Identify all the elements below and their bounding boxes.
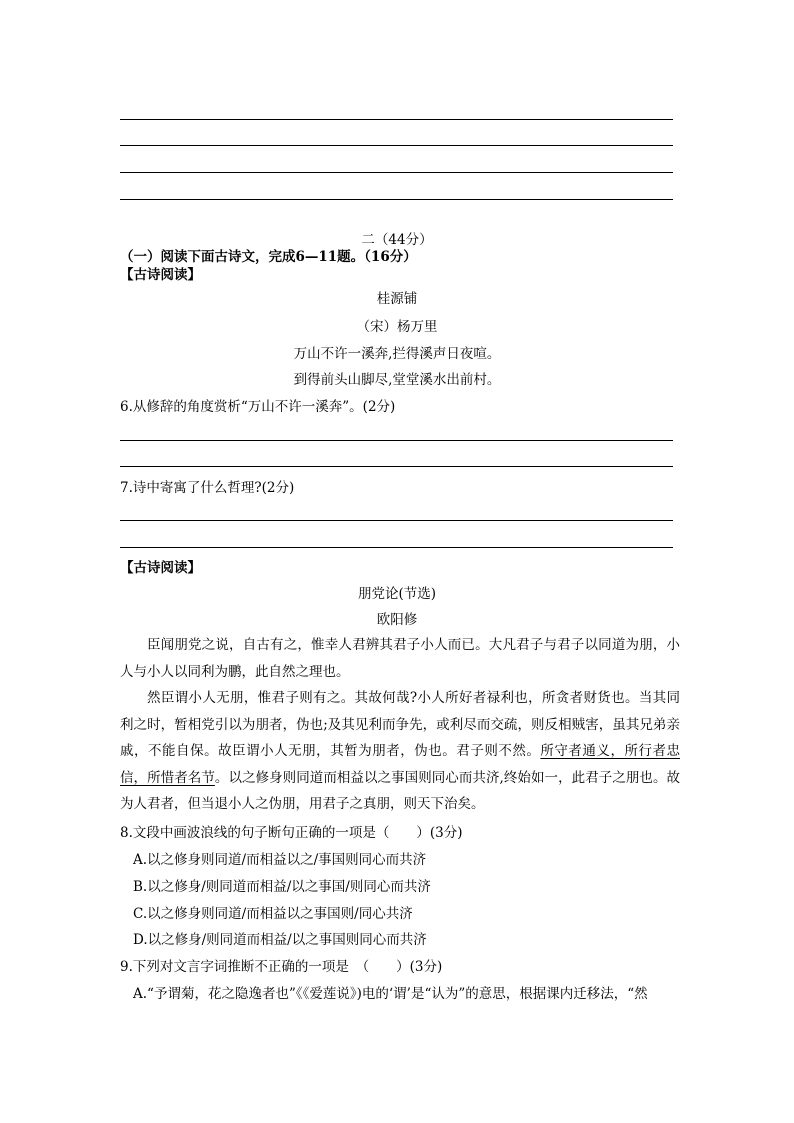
answer-line xyxy=(120,119,673,120)
poem-title: 桂源铺 xyxy=(376,291,418,307)
section-header: 二（44分） xyxy=(361,232,433,248)
prose-paragraph xyxy=(120,685,680,818)
section-label: 【古诗阅读】 xyxy=(120,560,201,576)
poem-author: （宋）杨万里 xyxy=(356,319,438,335)
poem-line: 到得前头山脚尽,堂堂溪水出前村。 xyxy=(293,372,501,388)
question-8-option: B.以之修身/则同道而相益/以之事国/则同心而共济 xyxy=(133,879,431,895)
question-6: 6.从修辞的角度赏析“万山不许一溪奔”。(2分) xyxy=(120,399,396,415)
answer-line xyxy=(120,172,673,173)
question-7: 7.诗中寄寓了什么哲理?(2分) xyxy=(120,480,295,496)
underlined-sentence: 所守者通义，所行者忠信，所惜者名节 xyxy=(120,743,681,786)
section-label: 【古诗阅读】 xyxy=(120,267,201,283)
question-9: 9.下列对文言字词推断不正确的一项是 （ ）(3分) xyxy=(120,959,443,975)
prose-text: 。以之修身则同道而相益以之事国则同心而共济,终始如一，此君子之朋也。故为人君者，但当退小人之伪朋，用君子之真朋，则天下治矣。 xyxy=(120,769,681,812)
prose-title: 朋党论(节选) xyxy=(357,586,437,602)
question-8-option: C.以之修身则同道/而相益以之事国则/同心共济 xyxy=(133,906,413,922)
question-9-option: A.“予谓菊，花之隐逸者也”《《爱莲说》)电的‘谓’是“认为”的意思，根据课内迁移法，“然 xyxy=(133,986,648,1002)
part-title: （一）阅读下面古诗文，完成6—11题。（16分） xyxy=(120,249,417,265)
answer-line xyxy=(120,520,673,521)
prose-author: 欧阳修 xyxy=(376,612,418,628)
prose-paragraph: 臣闻朋党之说，自古有之，惟幸人君辨其君子小人而已。大凡君子与君子以同道为朋，小人与小人以同利为鹏，此自然之理也。 xyxy=(120,637,680,680)
question-8-option: A.以之修身则同道/而相益以之/事国则同心而共济 xyxy=(133,852,427,868)
question-8-option: D.以之修身/则同道而相益/以之事国则同心而共济 xyxy=(133,932,427,948)
question-8: 8.文段中画波浪线的句子断句正确的一项是（ ）(3分) xyxy=(120,825,463,841)
answer-line xyxy=(120,145,673,146)
prose-text: 然臣谓小人无朋，惟君子则有之。其故何哉?小人所好者禄利也，所贪者财货也。当其同利之时，暂相党引以为朋者，伪也;及其见利而争先，或利尽而交疏，则反相贼害，虽其兄弟亲戚，不能自保。故臣谓小人无朋，其暂为朋者，伪也。君子则不然。 xyxy=(120,690,680,759)
answer-line xyxy=(120,440,673,441)
answer-line xyxy=(120,547,673,548)
answer-line xyxy=(120,466,673,467)
answer-line xyxy=(120,199,673,200)
poem-line: 万山不许一溪奔,拦得溪声日夜喧。 xyxy=(293,346,501,362)
